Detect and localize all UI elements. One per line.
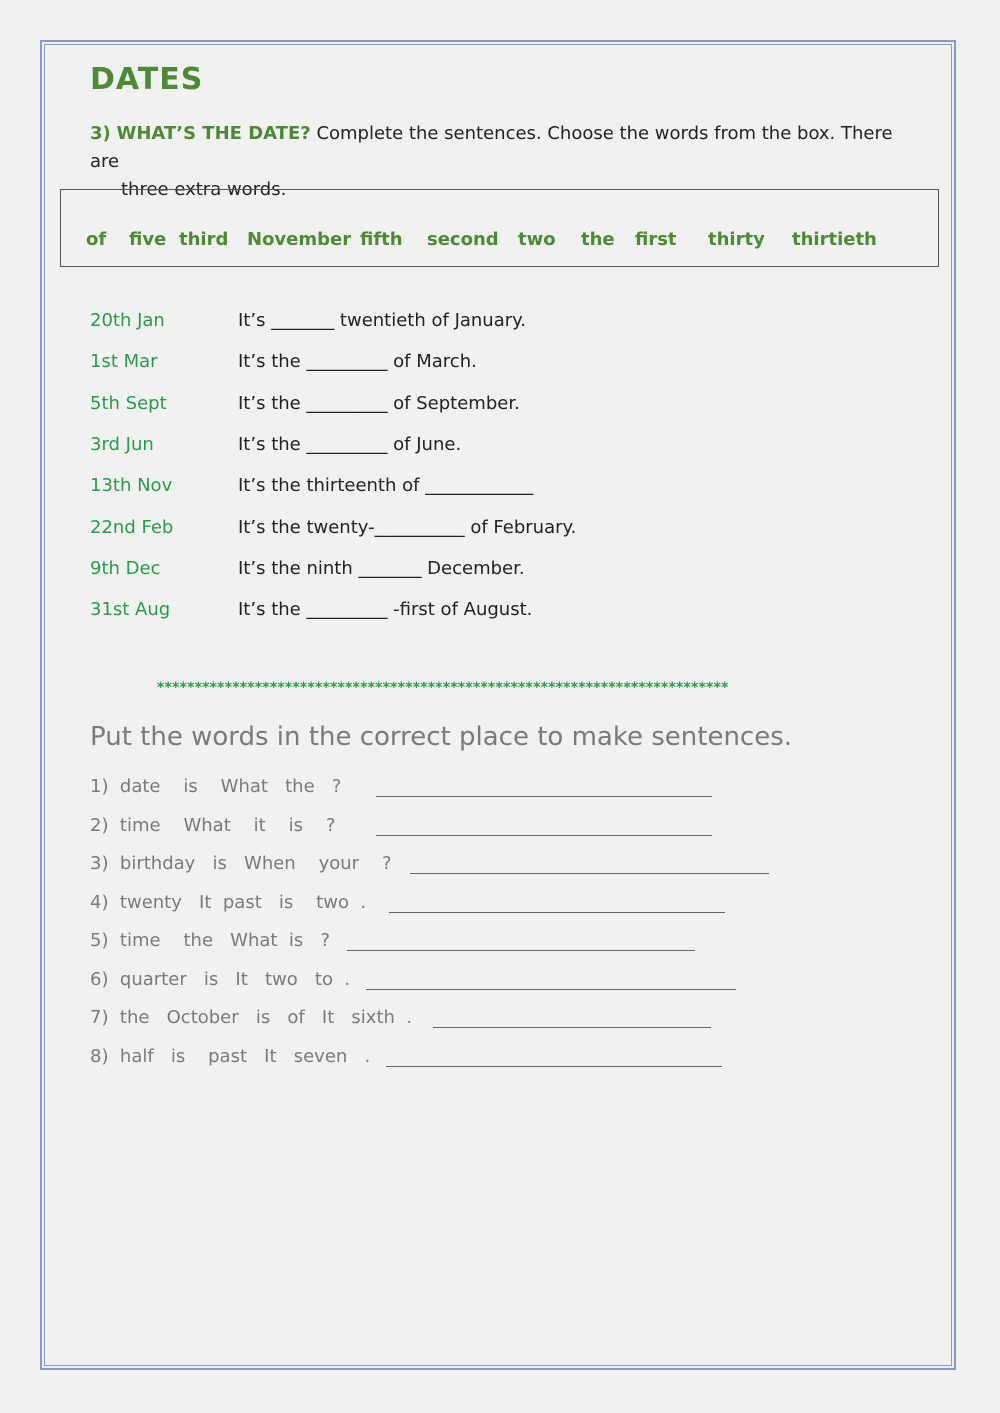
word-box-item: five <box>129 229 167 250</box>
date-sentence: It’s the ninth _______ December. <box>238 558 525 579</box>
section2-title: Put the words in the correct place to make sentences. <box>90 722 793 752</box>
date-label: 31st Aug <box>90 599 171 620</box>
scrambled-sentence: 2) time What it is ? <box>90 815 336 836</box>
date-sentence: It’s the _________ -first of August. <box>238 599 533 620</box>
word-box-item: thirtieth <box>792 229 877 250</box>
instruction-heading: WHAT’S THE DATE? <box>116 123 311 144</box>
date-label: 13th Nov <box>90 475 173 496</box>
date-label: 5th Sept <box>90 393 167 414</box>
answer-line <box>347 950 695 951</box>
worksheet-title: DATES <box>90 62 204 97</box>
instruction-text-line2: three extra words. <box>121 179 287 200</box>
date-sentence: It’s the twenty-__________ of February. <box>238 517 577 538</box>
scrambled-sentence: 4) twenty It past is two . <box>90 892 367 913</box>
word-box-item: fifth <box>360 229 403 250</box>
word-box-item: first <box>635 229 677 250</box>
instruction-number: 3) <box>90 123 111 144</box>
answer-line <box>366 989 736 990</box>
scrambled-sentence: 1) date is What the ? <box>90 776 342 797</box>
date-sentence: It’s the _________ of June. <box>238 434 462 455</box>
date-label: 22nd Feb <box>90 517 174 538</box>
word-box <box>60 189 939 267</box>
scrambled-sentence: 5) time the What is ? <box>90 930 331 951</box>
word-box-item: the <box>581 229 615 250</box>
answer-line <box>386 1066 722 1067</box>
date-label: 3rd Jun <box>90 434 154 455</box>
scrambled-sentence: 7) the October is of It sixth . <box>90 1007 413 1028</box>
date-label: 9th Dec <box>90 558 161 579</box>
answer-line <box>433 1027 711 1028</box>
date-sentence: It’s the thirteenth of ____________ <box>238 475 534 496</box>
word-box-item: of <box>86 229 107 250</box>
word-box-item: second <box>427 229 499 250</box>
answer-line <box>410 873 769 874</box>
instruction-text-line1: Complete the sentences. Choose the words from the box. There are <box>90 123 893 172</box>
answer-line <box>376 835 712 836</box>
date-sentence: It’s the _________ of September. <box>238 393 520 414</box>
star-separator: **************************************************************************** <box>157 680 729 696</box>
date-sentence: It’s _______ twentieth of January. <box>238 310 526 331</box>
date-label: 1st Mar <box>90 351 158 372</box>
word-box-item: third <box>179 229 229 250</box>
word-box-item: thirty <box>708 229 765 250</box>
word-box-item: two <box>518 229 556 250</box>
answer-line <box>389 912 725 913</box>
scrambled-sentence: 6) quarter is It two to . <box>90 969 351 990</box>
scrambled-sentence: 3) birthday is When your ? <box>90 853 392 874</box>
scrambled-sentence: 8) half is past It seven . <box>90 1046 371 1067</box>
answer-line <box>376 796 712 797</box>
date-label: 20th Jan <box>90 310 165 331</box>
date-sentence: It’s the _________ of March. <box>238 351 477 372</box>
word-box-item: November <box>247 229 352 250</box>
